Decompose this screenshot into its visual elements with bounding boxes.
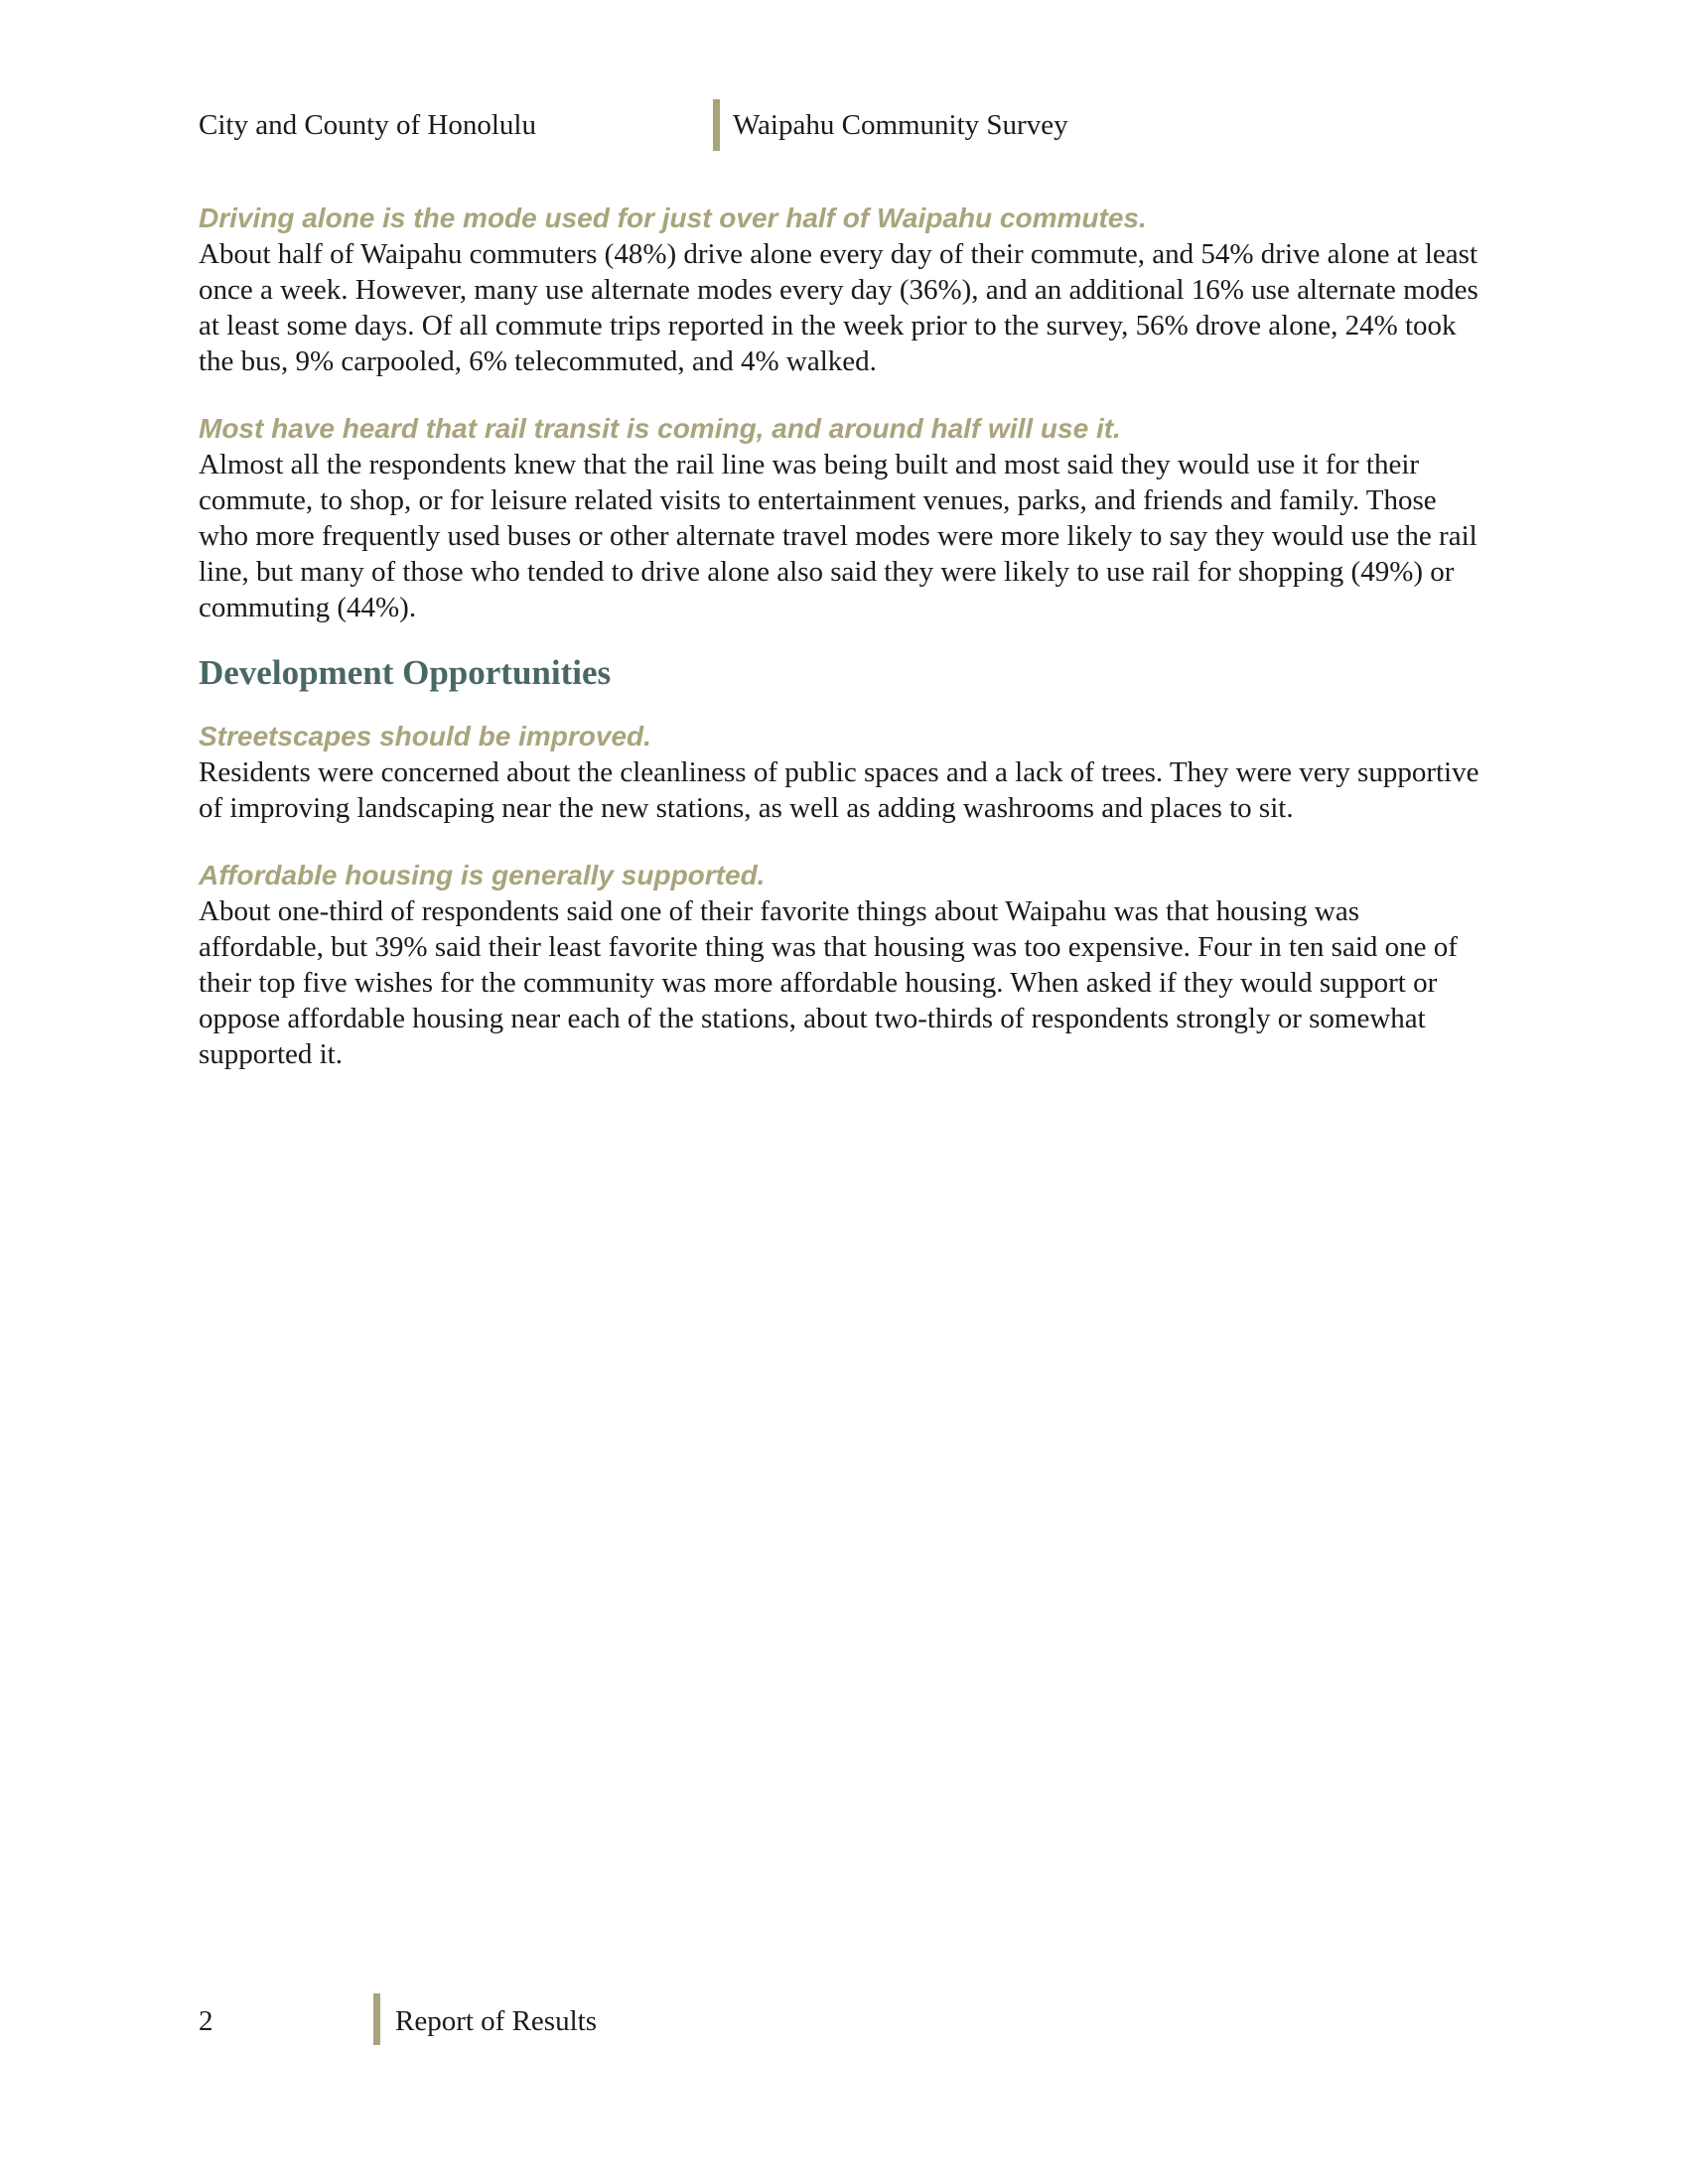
paragraph-affordable-housing: About one-third of respondents said one of their favorite things about Waipahu was that housing was affordable, but 39% said their least favorite thing was that housing was too expensive. Four in ten said one of their top five wishes for the community was more affordable housing. When asked if they would support or oppose affordable housing near each of the stations, about two-thirds of respondents strongly or somewhat supported it.	[199, 895, 1458, 1070]
header-divider	[713, 99, 720, 151]
subhead-driving-alone: Driving alone is the mode used for just over half of Waipahu commutes.	[199, 203, 1147, 233]
header-document-title: Waipahu Community Survey	[733, 109, 1068, 141]
subhead-affordable-housing: Affordable housing is generally supported.	[199, 860, 766, 890]
footer-divider	[373, 1993, 380, 2045]
paragraph-rail-transit: Almost all the respondents knew that the rail line was being built and most said they would use it for their commute, to shop, or for leisure related visits to entertainment venues, parks, and friends and family. Those who more frequently used buses or other alternate travel modes were more likely to say they would use the rail line, but many of those who tended to drive alone also said they were likely to use rail for shopping (49%) or commuting (44%).	[199, 449, 1477, 623]
subhead-rail-transit: Most have heard that rail transit is coming, and around half will use it.	[199, 413, 1121, 444]
page-content	[199, 201, 1489, 1072]
page-footer	[199, 1993, 1092, 2049]
header-organization: City and County of Honolulu	[199, 109, 536, 141]
spacer	[199, 826, 1489, 858]
page-header	[199, 99, 1489, 155]
page-number: 2	[199, 2005, 213, 2037]
paragraph-driving-alone: About half of Waipahu commuters (48%) drive alone every day of their commute, and 54% drive alone at least once a week. However, many use alternate modes every day (36%), and an additional 16% use alternate modes at least some days. Of all commute trips reported in the week prior to the survey, 56% drove alone, 24% took the bus, 9% carpooled, 6% telecommuted, and 4% walked.	[199, 238, 1478, 377]
section-title-development: Development Opportunities	[199, 653, 612, 692]
subhead-streetscapes: Streetscapes should be improved.	[199, 721, 651, 751]
spacer	[199, 379, 1489, 411]
footer-label: Report of Results	[395, 2005, 597, 2037]
paragraph-streetscapes: Residents were concerned about the cleanliness of public spaces and a lack of trees. They were very supportive of improving landscaping near the new stations, as well as adding washrooms and places to sit.	[199, 756, 1479, 824]
